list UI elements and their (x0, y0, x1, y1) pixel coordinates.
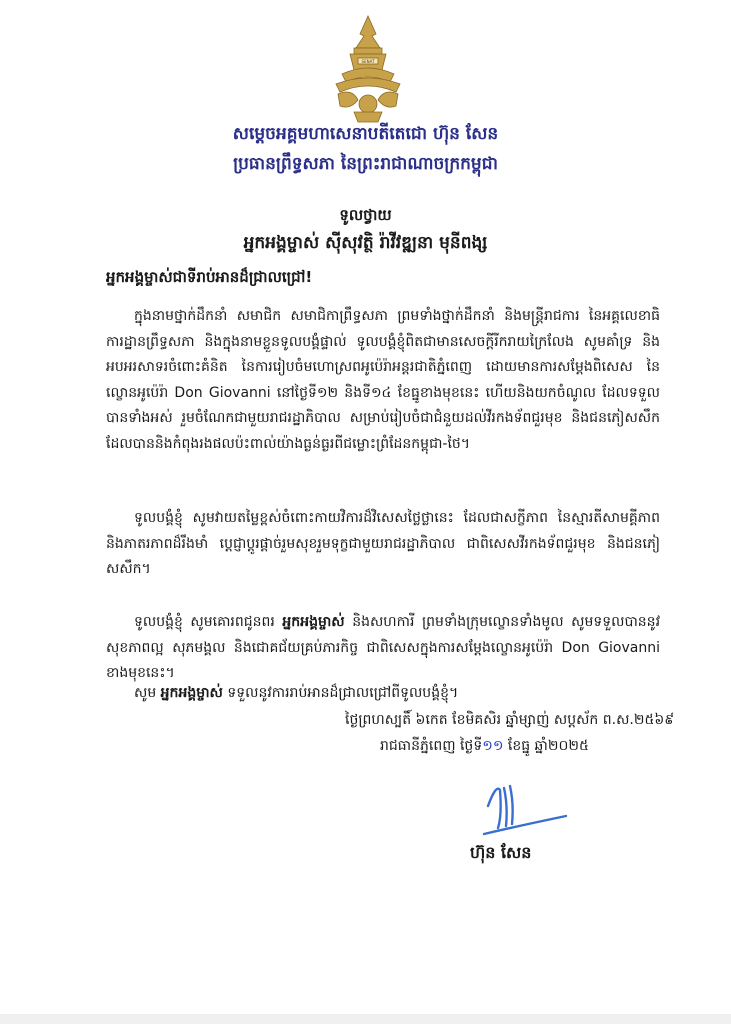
paragraph-3-before: ទូលបង្គំខ្ញុំ សូមគោរពជូនពរ (134, 614, 275, 630)
paragraph-2: ទូលបង្គំខ្ញុំ សូមវាយតម្លៃខ្ពស់ចំពោះកាយវិការដ៏វិសេសថ្លៃថ្លានេះ ដែលជាសក្ខីភាព នៃស្មារតីសាមគ្គីភាព និងភាតរភាពដ៏រឹងមាំ ប្ដេជ្ញាប្ដូរផ្ដាច់រួមសុខរួមទុក្ខជាមួយរាជរដ្ឋាភិបាល ជាពិសេសវីរកងទ័ពជួរមុខ និងជនភៀសសឹក។ (106, 510, 660, 577)
closing-line (134, 683, 458, 704)
recipient-name: អ្នកអង្គម្ចាស់ ស៊ីសុវត្ថិ រ៉ាវីវឌ្ឍនា មុនីពង្ស (243, 233, 488, 253)
signer-name: ហ៊ុន សែន (470, 843, 532, 862)
closing-honorific: អ្នកអង្គម្ចាស់ (160, 685, 223, 701)
date-month-year: ខែធ្នូ ឆ្នាំ២០២៥ (507, 738, 589, 754)
svg-text:SENAT: SENAT (361, 59, 375, 64)
lunar-date: ថ្ងៃព្រហស្បតិ៍ ៦កេត ខែមិគសិរ ឆ្នាំម្សាញ់ សប្តស័ក ព.ស.២៥៦៩ (345, 712, 675, 728)
paragraph-3-after: និងសហការី ព្រមទាំងក្រុមល្ខោនទាំងមូល សូមទទួលបាននូវសុខភាពល្អ សុភមង្គល និងជោគជ័យគ្រប់ភារកិច្ច ជាពិសេសក្នុងការសម្ដែងល្ខោនអូប៉េរ៉ា Don Giovanni ខាងមុខនេះ។ (106, 614, 661, 681)
salutation: អ្នកអង្គម្ចាស់ជាទីរាប់អានដ៏ជ្រាលជ្រៅ! (106, 268, 313, 286)
paragraph-1: ក្នុងនាមថ្នាក់ដឹកនាំ សមាជិក សមាជិកាព្រឹទ្ធសភា ព្រមទាំងថ្នាក់ដឹកនាំ និងមន្ត្រីរាជការ នៃអគ្គលេខាធិការដ្ឋានព្រឹទ្ធសភា និងក្នុងនាមខ្លួនទូលបង្គំផ្ទាល់ ទូលបង្គំខ្ញុំពិតជាមានសេចក្ដីរីករាយក្រៃលែង សូមគាំទ្រ និងអបអរសាទរចំពោះគំនិត នៃការរៀបចំមហោស្រពអូប៉េរ៉ាអន្តរជាតិភ្នំពេញ ដោយមានការសម្ដែងពិសេស នៃល្ខោនអូប៉េរ៉ា Don Giovanni នៅថ្ងៃទី១២ និងទី១៤ ខែធ្នូខាងមុខនេះ ហើយនិងយកចំណូល ដែលទទួលបានទាំងអស់ រួមចំណែកជាមួយរាជរដ្ឋាភិបាល សម្រាប់រៀបចំជាជំនួយដល់វីរកងទ័ពជួរមុខ និងជនភៀសសឹក ដែលបាននិងកំពុងរងផលប៉ះពាល់យ៉ាងធ្ងន់ធ្ងរពីជម្លោះព្រំដែនកម្ពុជា-ថៃ។ (106, 308, 660, 452)
paragraph-3-honorific: អ្នកអង្គម្ចាស់ (282, 614, 345, 630)
date-day: ១១ (482, 738, 504, 754)
place-date (380, 736, 589, 757)
place-prefix: រាជធានីភ្នំពេញ ថ្ងៃទី (380, 738, 483, 754)
handwritten-signature-icon (478, 776, 570, 840)
sender-title: ប្រធានព្រឹទ្ធសភា នៃព្រះរាជាណាចក្រកម្ពុជា (233, 154, 498, 174)
page-bottom-edge (0, 1014, 731, 1024)
to-label: ទូលថ្វាយ (339, 206, 392, 224)
paragraph-3 (106, 610, 660, 687)
closing-before: សូម (134, 685, 157, 701)
sender-name: សម្ដេចអគ្គមហាសេនាបតីតេជោ ហ៊ុន សែន (232, 124, 499, 144)
closing-after: ទទួលនូវការរាប់អានដ៏ជ្រាលជ្រៅពីទូលបង្គំខ្ញុំ។ (227, 685, 459, 701)
senate-emblem-icon (328, 14, 408, 126)
